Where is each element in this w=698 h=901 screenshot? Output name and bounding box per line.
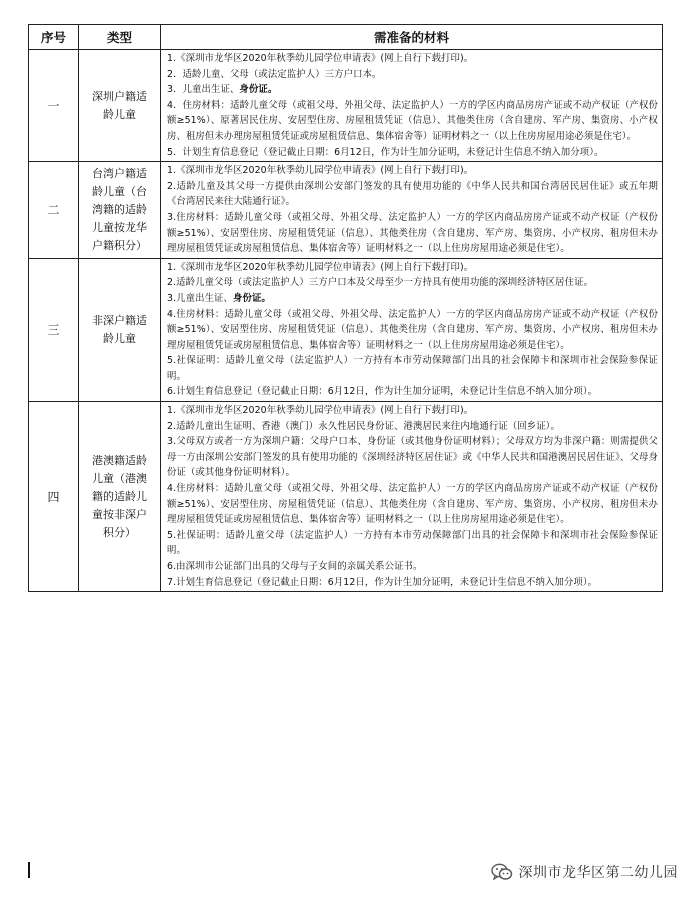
row-num: 一 xyxy=(29,50,79,162)
row-num: 四 xyxy=(29,402,79,592)
row-type: 深圳户籍适龄儿童 xyxy=(79,50,161,162)
material-item: 2.适龄儿童父母（或法定监护人）三方户口本及父母至少一方持具有使用功能的深圳经济特区居住证。 xyxy=(167,277,594,289)
header-type: 类型 xyxy=(79,25,161,50)
text-cursor xyxy=(28,862,30,878)
material-item: 4.住房材料：适龄儿童父母（或祖父母、外祖父母、法定监护人）一方的学区内商品房房产证或不动产权证（产权份额≥51%）、安居型住房、房屋租赁凭证（信息）、其他类住房（含自建房、军产房、集资房、小产权房、租房但未办理房屋租赁凭证或房屋租赁信息、集体宿舍等）证明材料之一（以上住房房屋用途必须是住宅）。 xyxy=(167,308,658,351)
watermark-text: 深圳市龙华区第二幼儿园 xyxy=(518,865,678,881)
material-item: 3.父母双方或者一方为深圳户籍：父母户口本、身份证（或其他身份证明材料）；父母双方均为非深户籍：则需提供父母一方由深圳公安部门签发的具有使用功能的《深圳经济特区居住证》或《中华人民共和国港澳居民居住证》、父母身份证（或其他身份证明材料）。 xyxy=(167,436,658,479)
material-item: 5．计划生育信息登记（登记截止日期：6月12日，作为计生加分证明，未登记计生信息不纳入加分项）。 xyxy=(167,146,604,158)
header-num: 序号 xyxy=(29,25,79,50)
table-row xyxy=(29,162,663,259)
header-materials: 需准备的材料 xyxy=(161,25,663,50)
material-item: 2.适龄儿童及其父母一方提供由深圳公安部门签发的具有使用功能的《中华人民共和国台湾居民居住证》或五年期《台湾居民来往大陆通行证》。 xyxy=(167,180,658,208)
material-item: 1.《深圳市龙华区2020年秋季幼儿园学位申请表》(网上自行下载打印)。 xyxy=(167,165,474,177)
material-item: 2.适龄儿童出生证明、香港（澳门）永久性居民身份证、港澳居民来往内地通行证（回乡证）。 xyxy=(167,420,560,432)
table-row xyxy=(29,402,663,592)
row-materials xyxy=(161,162,663,259)
row-materials xyxy=(161,50,663,162)
table-row xyxy=(29,50,663,162)
wechat-icon xyxy=(491,863,513,881)
material-item: 2．适龄儿童、父母（或法定监护人）三方户口本。 xyxy=(167,68,382,80)
row-num: 二 xyxy=(29,162,79,259)
row-num: 三 xyxy=(29,258,79,401)
row-materials xyxy=(161,258,663,401)
material-item: 1.《深圳市龙华区2020年秋季幼儿园学位申请表》(网上自行下载打印)。 xyxy=(167,405,474,417)
material-item: 6.由深圳市公证部门出具的父母与子女间的亲属关系公证书。 xyxy=(167,561,423,572)
material-item: 1.《深圳市龙华区2020年秋季幼儿园学位申请表》(网上自行下载打印)。 xyxy=(167,53,474,64)
material-item: 3.住房材料：适龄儿童父母（或祖父母、外祖父母、法定监护人）一方的学区内商品房房产证或不动产权证（产权份额≥51%）、安居型住房、房屋租赁凭证（信息）、其他类住房（含自建房、军产房、集资房、小产权房、租房但未办理房屋租赁凭证或房屋租赁信息、集体宿舍等）证明材料之一（以上住房房屋用途必须是住宅）。 xyxy=(167,211,658,255)
row-materials xyxy=(161,402,663,592)
table-row xyxy=(29,258,663,401)
material-item: 4.住房材料：适龄儿童父母（或祖父母、外祖父母、法定监护人）一方的学区内商品房房产证或不动产权证（产权份额≥51%）、安居型住房、房屋租赁凭证（信息）、其他类住房（含自建房、军产房、集资房、小产权房、租房但未办理房屋租赁凭证或房屋租赁信息、集体宿舍等）证明材料之一（以上住房房屋用途必须是住宅）。 xyxy=(167,483,658,526)
material-item: 7.计划生育信息登记（登记截止日期：6月12日，作为计生加分证明，未登记计生信息不纳入加分项）。 xyxy=(167,576,598,588)
row-type: 港澳籍适龄儿童（港澳籍的适龄儿童按非深户积分） xyxy=(79,402,161,592)
material-item: 5.社保证明：适龄儿童父母（法定监护人）一方持有本市劳动保障部门出具的社会保障卡和深圳市社会保险参保证明。 xyxy=(167,355,658,382)
materials-table xyxy=(28,24,663,592)
material-item: 5.社保证明：适龄儿童父母（法定监护人）一方持有本市劳动保障部门出具的社会保障卡和深圳市社会保险参保证明。 xyxy=(167,529,658,557)
material-item: 3.儿童出生证、身份证。 xyxy=(167,292,271,304)
watermark xyxy=(491,862,679,882)
row-type: 非深户籍适龄儿童 xyxy=(79,258,161,401)
material-item: 6.计划生育信息登记（登记截止日期：6月12日，作为计生加分证明，未登记计生信息不纳入加分项）。 xyxy=(167,386,598,398)
material-item: 1.《深圳市龙华区2020年秋季幼儿园学位申请表》(网上自行下载打印)。 xyxy=(167,261,474,273)
row-type: 台湾户籍适龄儿童（台湾籍的适龄儿童按龙华户籍积分） xyxy=(79,162,161,259)
table-header-row xyxy=(29,25,663,50)
material-item: 4．住房材料：适龄儿童父母（或祖父母、外祖父母、法定监护人）一方的学区内商品房房产证或不动产权证（产权份额≥51%）、原著居民住房、安居型住房、房屋租赁凭证（信息）、其他类住房（含自建房、军产房、集资房、小产权房、租房但未办理房屋租赁凭证或房屋租赁信息、集体宿舍等）证明材料之一（以上住房房屋用途必须是住宅）。 xyxy=(167,99,658,142)
material-item: 3．儿童出生证、身份证。 xyxy=(167,84,278,96)
